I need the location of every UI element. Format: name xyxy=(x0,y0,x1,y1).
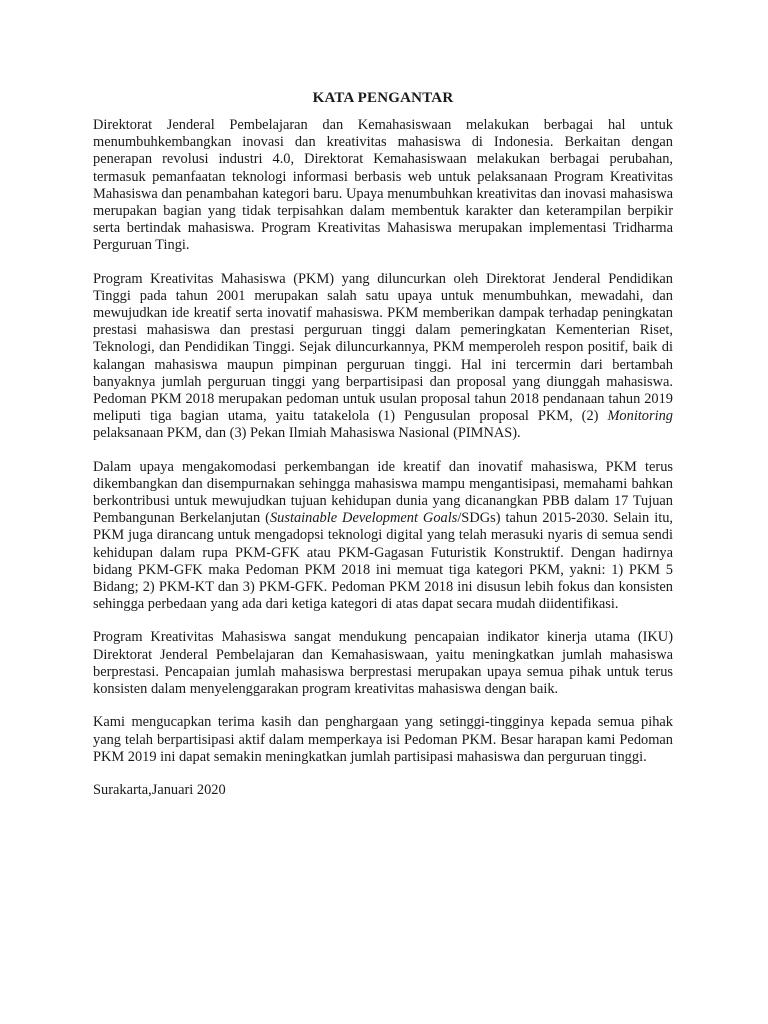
document-page xyxy=(93,90,673,799)
paragraph-3-text-a: Dalam upaya mengakomodasi perkembangan ide kreatif dan inovatif mahasiswa, PKM terus dikembangkan dan disempurnakan sehingga mahasiswa mampu mengantisipasi, memahami bahkan berkontribusi untuk mewujudkan tujuan kehidupan dunia yang dicanangkan PBB dalam 17 Tujuan Pembangunan Berkelanjutan ( xyxy=(93,458,673,527)
paragraph-2-italic-term: Monitoring xyxy=(607,408,673,425)
closing-place-date: Surakarta,Januari 2020 xyxy=(93,781,226,798)
paragraph-3 xyxy=(93,459,673,614)
paragraph-5: Kami mengucapkan terima kasih dan penghargaan yang setinggi-tingginya kepada semua pihak yang telah berpartisipasi aktif dalam memperkaya isi Pedoman PKM. Besar harapan kami Pedoman PKM 2019 ini dapat semakin meningkatkan jumlah partisipasi mahasiswa dan perguruan tinggi. xyxy=(93,714,673,765)
paragraph-4: Program Kreativitas Mahasiswa sangat mendukung pencapaian indikator kinerja utama (IKU) Direktorat Jenderal Pembelajaran dan Kemahasiswaan, yaitu meningkatkan jumlah mahasiswa berprestasi. Pencapaian jumlah mahasiswa berprestasi merupakan upaya semua pihak untuk terus konsisten dalam menyelenggarakan program kreativitas mahasiswa dengan baik. xyxy=(93,629,673,698)
paragraph-3-text-b: /SDGs) tahun 2015-2030. Selain itu, PKM juga dirancang untuk mengadopsi teknologi digital yang telah merasuki nyaris di semua sendi kehidupan dalam rupa PKM-GFK atau PKM-Gagasan Futuristik Konstruktif. Dengan hadirnya bidang PKM-GFK maka Pedoman PKM 2018 ini memuat tiga kategori PKM, yakni: 1) PKM 5 Bidang; 2) PKM-KT dan 3) PKM-GFK. Pedoman PKM 2018 ini disusun lebih fokus dan konsisten sehingga perbedaan yang ada dari ketiga kategori di atas dapat secara mudah diidentifikasi. xyxy=(93,510,673,613)
paragraph-3-italic-term: Sustainable Development Goals xyxy=(269,510,458,527)
paragraph-2 xyxy=(93,271,673,443)
paragraph-1: Direktorat Jenderal Pembelajaran dan Kemahasiswaan melakukan berbagai hal untuk menumbuhkembangkan inovasi dan kreativitas mahasiswa di Indonesia. Berkaitan dengan penerapan revolusi industri 4.0, Direktorat Kemahasiswaan melakukan berbagai perubahan, termasuk pemanfaatan teknologi informasi berbasis web untuk pelaksanaan Program Kreativitas Mahasiswa dan penambahan kategori baru. Upaya menumbuhkan kreativitas dan inovasi mahasiswa merupakan bagian yang tidak terpisahkan dalam membentuk karakter dan keterampilan berpikir serta bertindak mahasiswa. Program Kreativitas Mahasiswa merupakan implementasi Tridharma Perguruan Tingi. xyxy=(93,117,673,254)
paragraph-2-text-a: Program Kreativitas Mahasiswa (PKM) yang diluncurkan oleh Direktorat Jenderal Pendidikan Tinggi pada tahun 2001 merupakan salah satu upaya untuk menumbuhkan, mewadahi, dan mewujudkan ide kreatif serta inovatif mahasiswa. PKM memberikan dampak terhadap peningkatan prestasi mahasiswa dan prestasi perguruan tinggi dalam pemeringkatan Kementerian Riset, Teknologi, dan Pendidikan Tinggi. Sejak diluncurkannya, PKM memperoleh respon positif, baik di kalangan mahasiswa maupun pimpinan perguruan tinggi. Hal ini tercermin dari bertambah banyaknya jumlah perguruan tinggi yang berpartisipasi dan proposal yang diunggah mahasiswa. Pedoman PKM 2018 merupakan pedoman untuk usulan proposal tahun 2018 pendanaan tahun 2019 meliputi tiga bagian utama, yaitu tatakelola (1) Pengusulan proposal PKM, (2) xyxy=(93,270,673,425)
page-title: KATA PENGANTAR xyxy=(312,90,454,106)
paragraph-2-text-b: pelaksanaan PKM, dan (3) Pekan Ilmiah Mahasiswa Nasional (PIMNAS). xyxy=(93,425,521,442)
